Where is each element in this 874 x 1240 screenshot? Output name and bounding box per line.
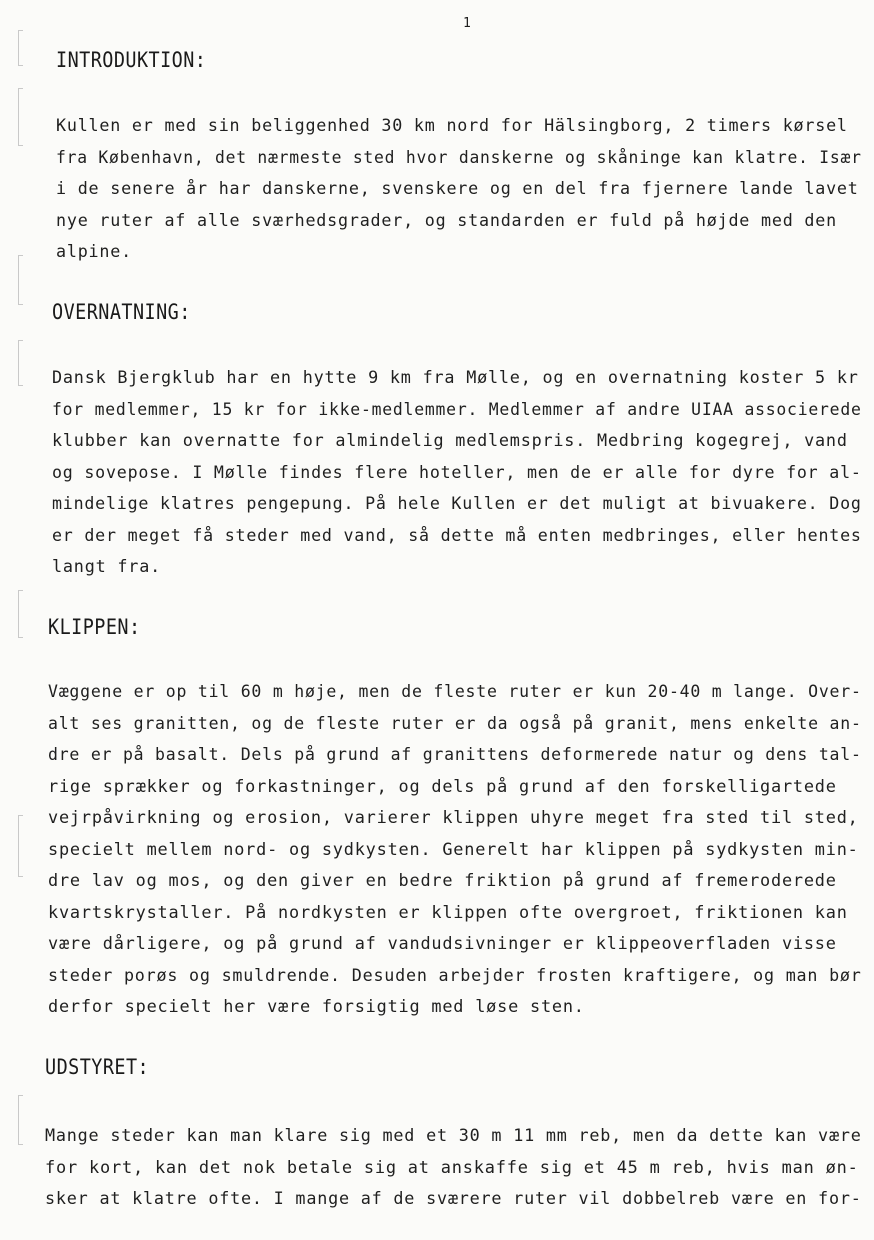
punch-hole-mark [18,815,23,877]
text-line: klubber kan overnatte for almindelig medlemspris. Medbring kogegrej, vand [52,431,848,451]
text-line: Kullen er med sin beliggenhed 30 km nord for Hälsingborg, 2 timers kørsel [56,116,848,136]
punch-hole-mark [18,255,23,305]
punch-hole-mark [18,590,23,638]
text-line: rige sprækker og forkastninger, og dels på grund af den forskelligartede [48,776,837,797]
text-line: nye ruter af alle sværhedsgrader, og standarden er fuld på højde med den [56,210,837,231]
text-line: dre lav og mos, og den giver en bedre friktion på grund af fremeroderede [48,871,837,891]
text-line: sker at klatre ofte. I mange af de sværere ruter vil dobbelreb være en for- [45,1189,862,1209]
text-line: steder porøs og smuldrende. Desuden arbejder frosten kraftigere, og man bør [48,965,862,986]
page-number: 1 [463,16,471,31]
section-heading-introduktion: INTRODUKTION: [56,48,207,72]
text-line: og sovepose. I Mølle findes flere hoteller, men de er alle for dyre for al- [52,462,862,483]
text-line: Mange steder kan man klare sig med et 30 m 11 mm reb, men da dette kan være [45,1126,862,1146]
section-body-overnatning [52,363,872,584]
text-line: kvartskrystaller. På nordkysten er klippen ofte overgroet, friktionen kan [48,902,848,923]
section-heading-overnatning: OVERNATNING: [52,300,191,324]
text-line: derfor specielt her være forsigtig med løse sten. [48,997,585,1017]
section-body-introduktion [56,111,874,269]
text-line: specielt mellem nord- og sydkysten. Generelt har klippen på sydkysten min- [48,839,859,860]
text-line: Dansk Bjergklub har en hytte 9 km fra Mølle, og en overnatning koster 5 kr [52,368,859,388]
text-line: for kort, kan det nok betale sig at anskaffe sig et 45 m reb, hvis man øn- [45,1157,859,1178]
text-line: dre er på basalt. Dels på grund af granittens deformerede natur og dens tal- [48,745,862,765]
text-line: alt ses granitten, og de fleste ruter er da også på granit, mens enkelte an- [48,713,862,734]
text-line: alpine. [56,242,132,262]
punch-hole-mark [18,1095,23,1145]
section-body-udstyret [45,1121,865,1216]
section-heading-klippen: KLIPPEN: [48,615,141,639]
punch-hole-mark [18,88,23,146]
text-line: for medlemmer, 15 kr for ikke-medlemmer. Medlemmer af andre UIAA associerede [52,399,862,420]
section-heading-udstyret: UDSTYRET: [45,1055,150,1079]
text-line: langt fra. [52,557,162,577]
text-line: vejrpåvirkning og erosion, varierer klippen uhyre meget fra sted til sted, [48,808,859,828]
text-line: mindelige klatres pengepung. På hele Kullen er det muligt at bivuakere. Dog [52,494,862,514]
section-body-klippen [48,677,868,1024]
text-line: fra København, det nærmeste sted hvor danskerne og skåninge kan klatre. Især [56,147,862,168]
text-line: Væggene er op til 60 m høje, men de fleste ruter er kun 20-40 m lange. Over- [48,682,862,702]
text-line: i de senere år har danskerne, svenskere og en del fra fjernere lande lavet [56,179,859,199]
text-line: er der meget få steder med vand, så dette må enten medbringes, eller hentes [52,525,862,546]
punch-hole-mark [18,30,23,66]
text-line: være dårligere, og på grund af vandudsivninger er klippeoverfladen visse [48,934,837,954]
punch-hole-mark [18,340,23,386]
